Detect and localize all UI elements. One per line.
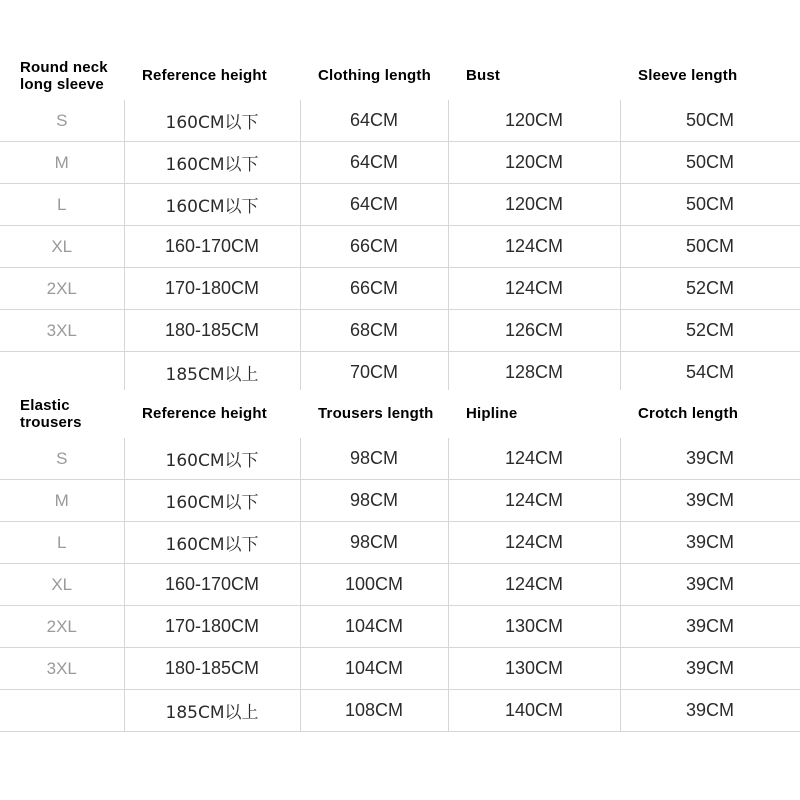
crotch-length-value: 39CM (620, 648, 800, 690)
hipline-value: 140CM (448, 690, 620, 732)
bottom-size-table (0, 390, 800, 732)
hipline-value: 124CM (448, 438, 620, 480)
reference-height-value: 160CM以下 (124, 522, 300, 564)
hipline-value: 130CM (448, 606, 620, 648)
table-row (0, 606, 800, 648)
hipline-value: 124CM (448, 480, 620, 522)
reference-height-value: 160CM以下 (124, 142, 300, 184)
table-header-row (0, 390, 800, 438)
table-row (0, 480, 800, 522)
clothing-length-value: 70CM (300, 352, 448, 394)
crotch-length-value: 39CM (620, 522, 800, 564)
table-row (0, 226, 800, 268)
clothing-length-value: 64CM (300, 142, 448, 184)
trousers-length-value: 104CM (300, 606, 448, 648)
column-header-sleeve-length: Sleeve length (620, 52, 800, 100)
reference-height-value: 160CM以下 (124, 184, 300, 226)
column-header-garment (0, 52, 124, 100)
top-size-table (0, 52, 800, 394)
reference-height-value: 185CM以上 (124, 352, 300, 394)
clothing-length-value: 64CM (300, 184, 448, 226)
sleeve-length-value: 52CM (620, 268, 800, 310)
reference-height-value: 180-185CM (124, 648, 300, 690)
table-row (0, 438, 800, 480)
reference-height-value: 160CM以下 (124, 100, 300, 142)
table-row (0, 648, 800, 690)
trousers-length-value: 104CM (300, 648, 448, 690)
reference-height-value: 185CM以上 (124, 690, 300, 732)
size-label: 3XL (0, 648, 124, 690)
bust-value: 120CM (448, 100, 620, 142)
sleeve-length-value: 54CM (620, 352, 800, 394)
size-label: XL (0, 226, 124, 268)
sleeve-length-value: 52CM (620, 310, 800, 352)
bust-value: 120CM (448, 142, 620, 184)
sleeve-length-value: 50CM (620, 184, 800, 226)
size-label: M (0, 142, 124, 184)
size-label: L (0, 522, 124, 564)
crotch-length-value: 39CM (620, 606, 800, 648)
clothing-length-value: 66CM (300, 226, 448, 268)
trousers-length-value: 98CM (300, 480, 448, 522)
sleeve-length-value: 50CM (620, 100, 800, 142)
table-row (0, 310, 800, 352)
column-header-bust: Bust (448, 52, 620, 100)
size-label: L (0, 184, 124, 226)
column-header-garment-line2: long sleeve (20, 76, 104, 93)
hipline-value: 130CM (448, 648, 620, 690)
reference-height-value: 170-180CM (124, 606, 300, 648)
size-label (0, 690, 124, 732)
table-row (0, 522, 800, 564)
table-row (0, 564, 800, 606)
bust-value: 128CM (448, 352, 620, 394)
crotch-length-value: 39CM (620, 480, 800, 522)
table-row (0, 184, 800, 226)
reference-height-value: 160CM以下 (124, 480, 300, 522)
crotch-length-value: 39CM (620, 438, 800, 480)
crotch-length-value: 39CM (620, 564, 800, 606)
column-header-reference-height: Reference height (124, 390, 300, 438)
size-label: XL (0, 564, 124, 606)
sleeve-length-value: 50CM (620, 226, 800, 268)
reference-height-value: 160-170CM (124, 226, 300, 268)
bust-value: 124CM (448, 226, 620, 268)
reference-height-value: 160CM以下 (124, 438, 300, 480)
clothing-length-value: 64CM (300, 100, 448, 142)
top-size-table-block (0, 52, 800, 394)
reference-height-value: 170-180CM (124, 268, 300, 310)
trousers-length-value: 108CM (300, 690, 448, 732)
sleeve-length-value: 50CM (620, 142, 800, 184)
size-label: 2XL (0, 606, 124, 648)
table-row (0, 352, 800, 394)
bottom-size-table-block (0, 390, 800, 732)
size-label: 3XL (0, 310, 124, 352)
reference-height-value: 180-185CM (124, 310, 300, 352)
column-header-crotch-length: Crotch length (620, 390, 800, 438)
column-header-garment: Elastic trousers (0, 390, 124, 438)
hipline-value: 124CM (448, 522, 620, 564)
crotch-length-value: 39CM (620, 690, 800, 732)
trousers-length-value: 98CM (300, 522, 448, 564)
table-row (0, 690, 800, 732)
reference-height-value: 160-170CM (124, 564, 300, 606)
trousers-length-value: 100CM (300, 564, 448, 606)
size-label: S (0, 438, 124, 480)
clothing-length-value: 68CM (300, 310, 448, 352)
bust-value: 120CM (448, 184, 620, 226)
column-header-garment-line1: Round neck (20, 58, 108, 76)
table-row (0, 100, 800, 142)
table-row (0, 268, 800, 310)
table-header-row (0, 52, 800, 100)
clothing-length-value: 66CM (300, 268, 448, 310)
bust-value: 124CM (448, 268, 620, 310)
column-header-trousers-length: Trousers length (300, 390, 448, 438)
hipline-value: 124CM (448, 564, 620, 606)
trousers-length-value: 98CM (300, 438, 448, 480)
table-row (0, 142, 800, 184)
size-label: 2XL (0, 268, 124, 310)
bust-value: 126CM (448, 310, 620, 352)
size-label: S (0, 100, 124, 142)
size-label: M (0, 480, 124, 522)
column-header-reference-height: Reference height (124, 52, 300, 100)
column-header-hipline: Hipline (448, 390, 620, 438)
column-header-clothing-length: Clothing length (300, 52, 448, 100)
size-label (0, 352, 124, 394)
